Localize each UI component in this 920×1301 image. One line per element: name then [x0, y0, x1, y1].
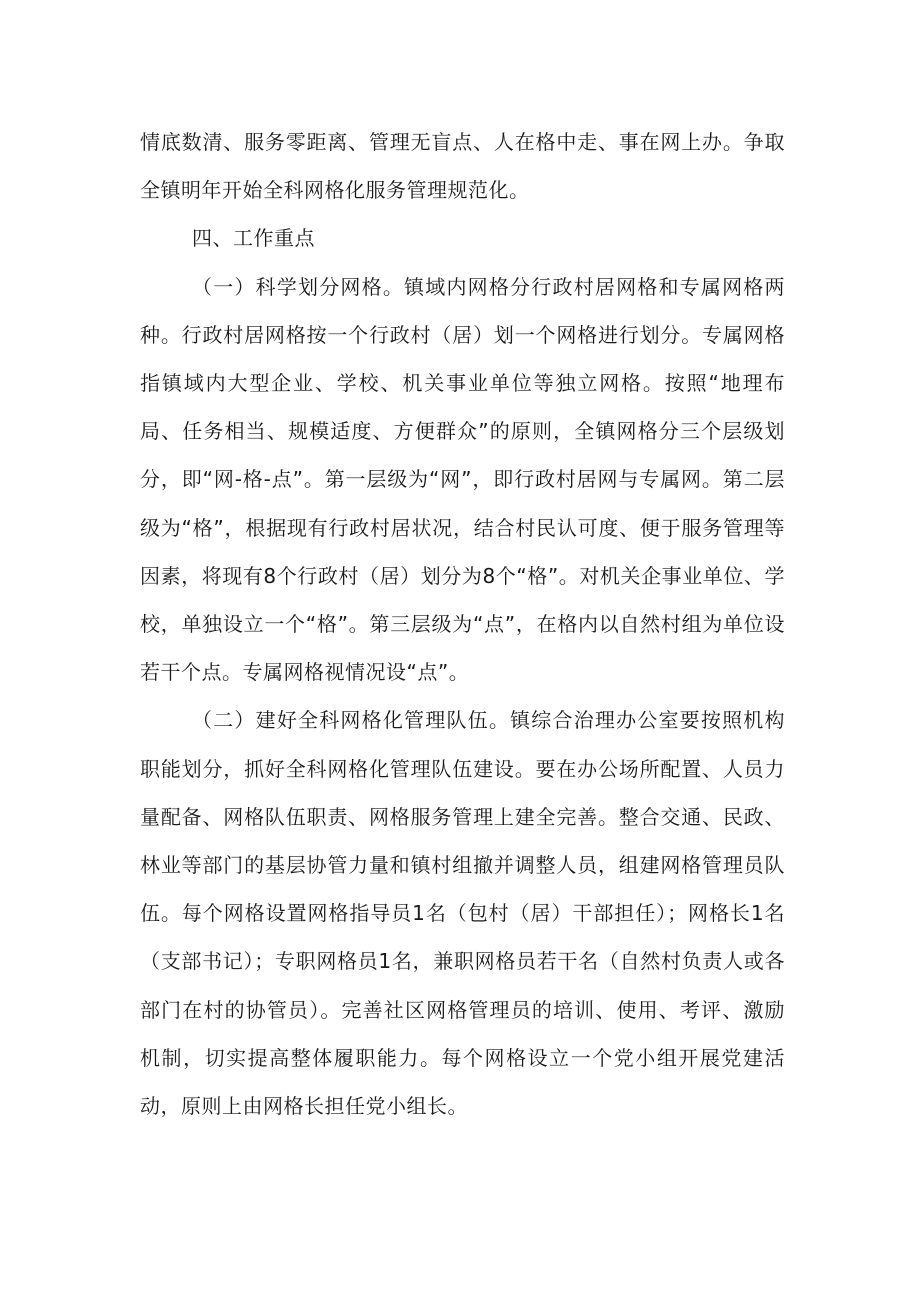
paragraph-grid-team: （二）建好全科网格化管理队伍。镇综合治理办公室要按照机构职能划分，抓好全科网格化管理队伍建设。要在办公场所配置、人员力量配备、网格队伍职责、网格服务管理上建全完善。整合交通、民政、林业等部门的基层协管力量和镇村组撤并调整人员，组建网格管理员队伍。每个网格设置网格指导员1名（包村（居）干部担任）；网格长1名（支部书记）；专职网格员1名，兼职网格员若干名（自然村负责人或各部门在村的协管员）。完善社区网格管理员的培训、使用、考评、激励机制，切实提高整体履职能力。每个网格设立一个党小组开展党建活动，原则上由网格长担任党小组长。: [140, 708, 785, 1119]
document-body: [140, 118, 785, 1130]
paragraph-grid-division: （一）科学划分网格。镇域内网格分行政村居网格和专属网格两种。行政村居网格按一个行政村（居）划一个网格进行划分。专属网格指镇域内大型企业、学校、机关事业单位等独立网格。按照“地理布局、任务相当、规模适度、方便群众”的原则，全镇网格分三个层级划分，即“网-格-点”。第一层级为“网”，即行政村居网与专属网。第二层级为“格”，根据现有行政村居状况，结合村民认可度、便于服务管理等因素，将现有8个行政村（居）划分为8个“格”。对机关企事业单位、学校，单独设立一个“格”。第三层级为“点”，在格内以自然村组为单位设若干个点。专属网格视情况设“点”。: [140, 274, 785, 685]
section-heading: 四、工作重点: [192, 226, 315, 251]
paragraph-continuation: 情底数清、服务零距离、管理无盲点、人在格中走、事在网上办。争取全镇明年开始全科网格化服务管理规范化。: [140, 130, 785, 203]
